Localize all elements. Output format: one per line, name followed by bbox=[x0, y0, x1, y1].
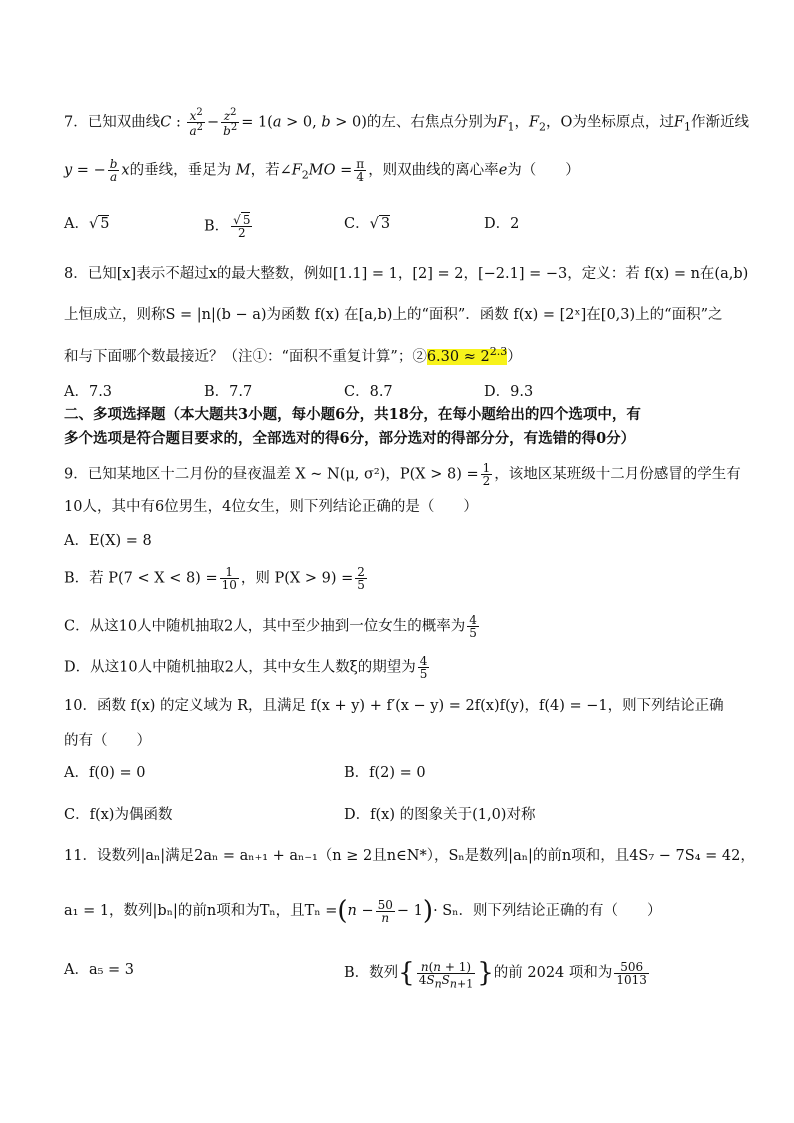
q9-option-d: D．从这10人中随机抽取2人，其中女生人数ξ的期望为 $\frac{4}{5}$ bbox=[64, 654, 428, 681]
q8-option-c: C．8.7 bbox=[344, 384, 393, 400]
q8-line3-post: ） bbox=[507, 349, 522, 365]
q7-e: e bbox=[498, 162, 508, 179]
q8-option-b: B．7.7 bbox=[204, 384, 253, 400]
q10-option-d: D．f(x) 的图象关于(1,0)对称 bbox=[344, 807, 536, 823]
q10-line2: 的有（ ） bbox=[64, 733, 151, 749]
q9-line2: 10人，其中有6位男生，4位女生，则下列结论正确的是（ ） bbox=[64, 499, 478, 515]
q7-line2-mid: ，若 bbox=[250, 162, 280, 179]
q7-line1-tail: ，O为坐标原点，过 bbox=[546, 114, 674, 131]
q8-line1: 8．已知[x]表示不超过x的最大整数，例如[1.1] = 1，[2] = 2，[−2.1] = −3，定义：若 f(x) = n在(a,b) bbox=[64, 266, 749, 282]
q7-curve-c: C bbox=[160, 114, 172, 131]
q7-line1-mid: 的左、右焦点分别为 bbox=[366, 114, 498, 131]
q11-option-a: A．a₅ = 3 bbox=[64, 962, 135, 978]
q11-line2: a₁ = 1，数列|bₙ|的前n项和为Tₙ，且Tₙ =(n − $\frac{50}{n}$ − 1)· Sₙ．则下列结论正确的有（ ） bbox=[64, 896, 662, 926]
q9-option-c: C．从这10人中随机抽取2人，其中至少抽到一位女生的概率为 $\frac{4}{5}$ bbox=[64, 613, 477, 640]
q8-line3-pre: 和与下面哪个数最接近？（注①：“面积不重复计算”；② bbox=[64, 349, 427, 365]
q8-line2: 上恒成立，则称S = |n|(b − a)为函数 f(x) 在[a,b)上的“面积”．函数 f(x) = [2ˣ]在[0,3)上的“面积”之 bbox=[64, 307, 723, 323]
q7-number-text: 7．已知双曲线 bbox=[64, 114, 161, 131]
q11-frac-506-1013: $\frac{506}{1013}$ bbox=[616, 959, 647, 987]
q8-option-a: A．7.3 bbox=[64, 384, 113, 400]
section2-heading-line2: 多个选项是符合题目要求的，全部选对的得6分，部分选对的得部分分，有选错的得0分） bbox=[64, 430, 636, 447]
q10-option-a: A．f(0) = 0 bbox=[64, 765, 146, 781]
q7-option-d: D．2 bbox=[484, 216, 520, 232]
q9-frac-4-5-d: $\frac{4}{5}$ bbox=[419, 654, 428, 681]
q10-line1: 10．函数 f(x) 的定义域为 R，且满足 f(x + y) + f′(x − y) = 2f(x)f(y)，f(4) = −1，则下列结论正确 bbox=[64, 698, 724, 714]
q7-line1-end: 作渐近线 bbox=[690, 114, 749, 131]
q9-option-b: B．若 P(7 < X < 8) = $\frac{1}{10}$ ，则 P(X > 9) = $\frac{2}{5}$ bbox=[64, 565, 365, 592]
q11-option-b: B．数列{ $\frac{n(n + 1)}{\text{4SnSn+1}}$ }的前 2024 项和为 $\frac{506}{1013}$ bbox=[344, 958, 647, 990]
section2-heading-line1: 二、多项选择题（本大题共3小题，每小题6分，共18分，在每小题给出的四个选项中，有 bbox=[64, 406, 641, 423]
q9-frac-4-5-c: $\frac{4}{5}$ bbox=[469, 613, 477, 640]
q8-line3 bbox=[64, 347, 522, 367]
q9-frac-half: $\frac{1}{2}$ bbox=[482, 461, 491, 488]
q7-option-b: B． $\frac{√ 5}{2}$ bbox=[204, 213, 251, 240]
q9-option-a: A．E(X) = 8 bbox=[64, 533, 152, 549]
q10-option-b: B．f(2) = 0 bbox=[344, 765, 426, 781]
q9-frac-2-5: $\frac{2}{5}$ bbox=[357, 565, 365, 592]
q7-line1: 7．已知双曲线C : $\frac{x^2}{a^2}$ − $\frac{z^2}{b^2}$ = 1(a > 0, b > 0)的左、右焦点分别为$F_1$，$F_2$，O为坐标原点，过$F_1$作渐近线 bbox=[64, 107, 749, 138]
q7-frac-ba: $\frac{b}{a}$ bbox=[109, 157, 118, 184]
q7-line2-end: ，则双曲线的离心率 bbox=[368, 162, 499, 179]
q8-option-d: D．9.3 bbox=[484, 384, 534, 400]
q7-option-c: C．√ 3 bbox=[344, 216, 391, 232]
q7-line2-pre: 的垂线，垂足为 bbox=[129, 162, 232, 179]
q7-option-a: A．√ 5 bbox=[64, 216, 110, 232]
q7-frac-z2b2: $\frac{z^2}{b^2}$ bbox=[223, 107, 238, 138]
q7-line2-tail: 为（ ） bbox=[507, 162, 580, 179]
q11-line1: 11．设数列|aₙ|满足2aₙ = aₙ₊₁ + aₙ₋₁（n ≥ 2且n∈N*），Sₙ是数列|aₙ|的前n项和，且4S₇ − 7S₄ = 42， bbox=[64, 848, 755, 864]
q7-frac-x2a2: $\frac{x^2}{a^2}$ bbox=[189, 107, 203, 138]
q11-frac-seq: $\frac{n(n + 1)}{\text{4SnSn+1}}$ bbox=[418, 959, 474, 990]
q8-highlight: $6.30 \approx 2^{2.3}$ bbox=[426, 345, 508, 365]
q7-frac-pi4: $\frac{\pi}{4}$ bbox=[356, 157, 365, 184]
q9-frac-1-10: $\frac{1}{10}$ bbox=[221, 565, 237, 592]
q7-line2: y = − $\frac{b}{a}$ x的垂线，垂足为 M，若$\angle F_2MO$ = $\frac{\pi}{4}$ ，则双曲线的离心率e为（ ） bbox=[64, 157, 580, 184]
q10-option-c: C．f(x)为偶函数 bbox=[64, 807, 173, 823]
q9-line1: 9．已知某地区十二月份的昼夜温差 X ~ N(μ, σ²)，P(X > 8) = $\frac{1}{2}$ ，该地区某班级十二月份感冒的学生有 bbox=[64, 461, 741, 488]
q11-frac-50n: $\frac{50}{n}$ bbox=[377, 897, 393, 925]
